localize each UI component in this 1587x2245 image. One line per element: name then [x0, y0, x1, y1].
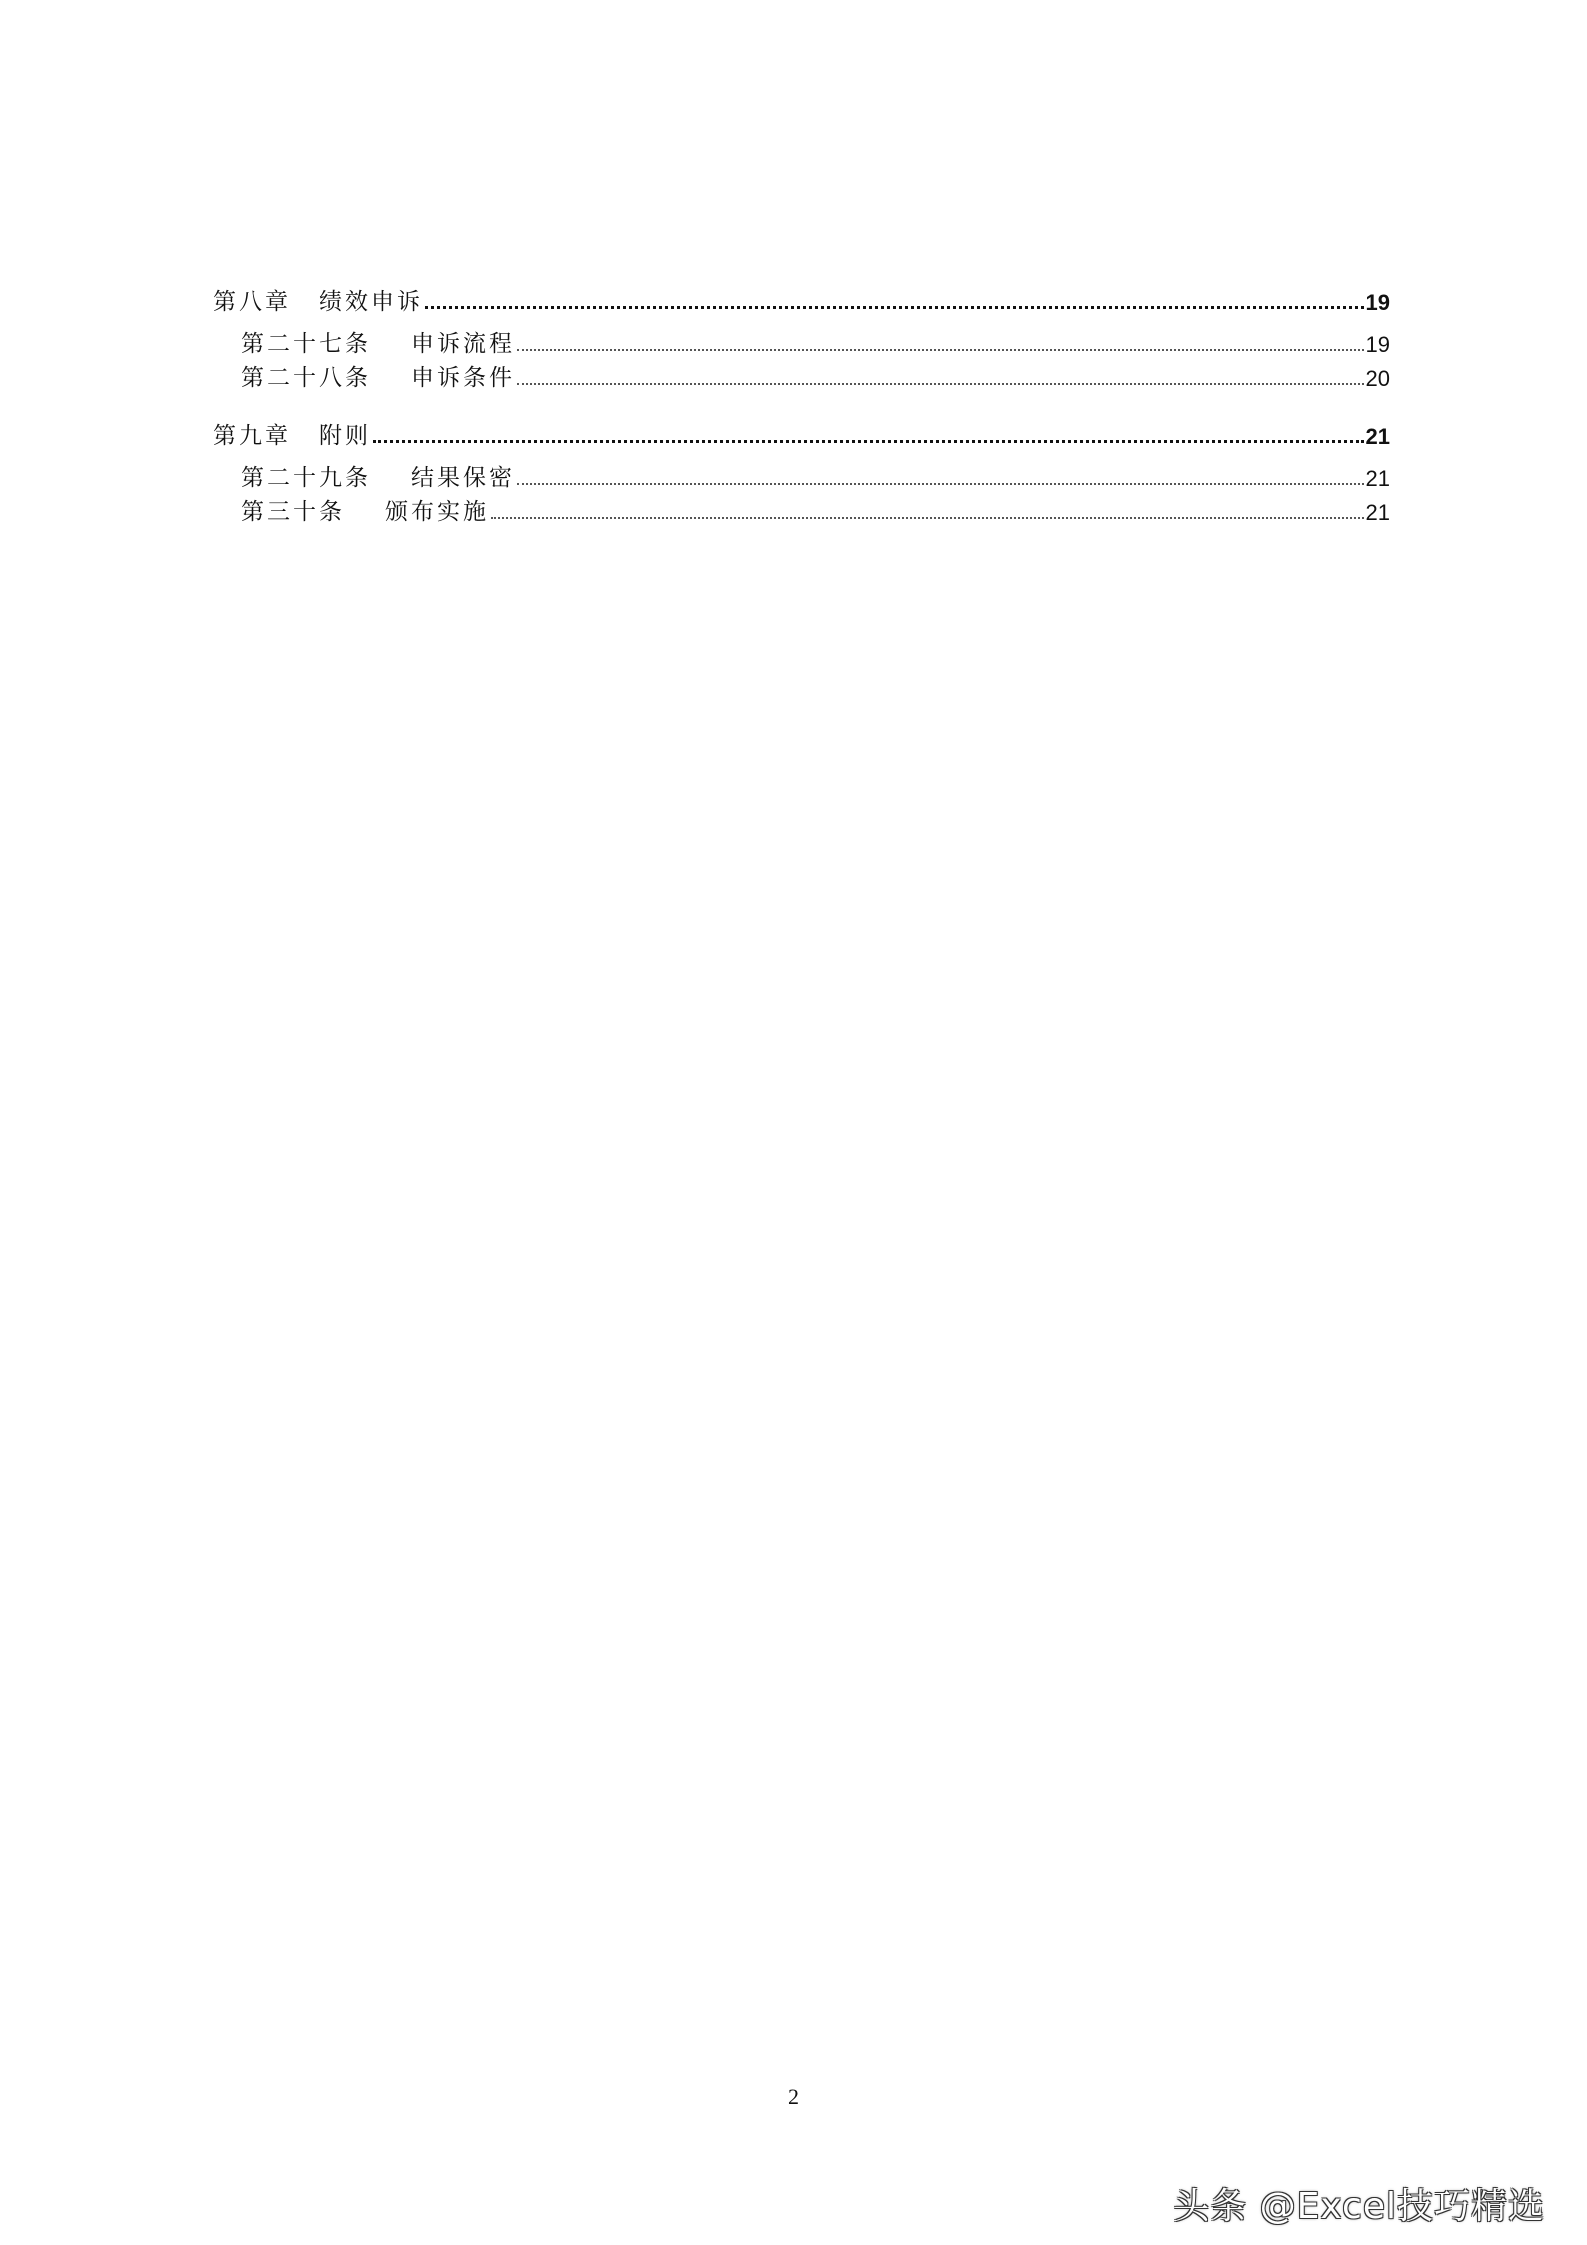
toc-entry-page: 19: [1365, 332, 1390, 357]
toc-article-29[interactable]: [213, 458, 1390, 492]
toc-chapter-9[interactable]: [213, 416, 1390, 450]
toc-entry-page: 21: [1365, 424, 1390, 449]
toc-entry-title: 附则: [319, 423, 371, 449]
dot-leader: [517, 483, 1364, 485]
toc-entry-prefix: 第二十九条: [241, 465, 371, 491]
toc-entry-page: 21: [1365, 466, 1390, 491]
toc-entry-page: 20: [1365, 366, 1390, 391]
toc-article-27[interactable]: [213, 324, 1390, 358]
page-number: 2: [788, 2084, 799, 2109]
toc-entry-label: [213, 417, 371, 450]
toc-entry-label: [213, 283, 423, 316]
toc-entry-page: 21: [1365, 500, 1390, 525]
toc-article-28[interactable]: [213, 358, 1390, 392]
dot-leader: [373, 440, 1364, 443]
dot-leader: [425, 306, 1364, 309]
toc-chapter-8[interactable]: [213, 282, 1390, 316]
toc-entry-page: 19: [1365, 290, 1390, 315]
dot-leader: [517, 383, 1364, 385]
toc-entry-prefix: 第三十条: [241, 499, 345, 525]
toc-entry-label: [241, 493, 489, 526]
dot-leader: [491, 517, 1364, 519]
toc-entry-prefix: 第二十八条: [241, 365, 371, 391]
toc-entry-title: 绩效申诉: [319, 289, 423, 315]
toc-article-30[interactable]: [213, 492, 1390, 526]
watermark: 头条 @Excel技巧精选: [1173, 2186, 1545, 2227]
toc-entry-title: 申诉流程: [411, 331, 515, 357]
toc-entry-prefix: 第八章: [213, 289, 291, 315]
toc-entry-label: [241, 359, 515, 392]
toc-entry-prefix: 第二十七条: [241, 331, 371, 357]
dot-leader: [517, 349, 1364, 351]
toc-entry-label: [241, 459, 515, 492]
toc-entry-title: 申诉条件: [411, 365, 515, 391]
toc-entry-prefix: 第九章: [213, 423, 291, 449]
toc-entry-label: [241, 325, 515, 358]
toc-entry-title: 颁布实施: [385, 499, 489, 525]
table-of-contents: [213, 282, 1390, 526]
toc-entry-title: 结果保密: [411, 465, 515, 491]
